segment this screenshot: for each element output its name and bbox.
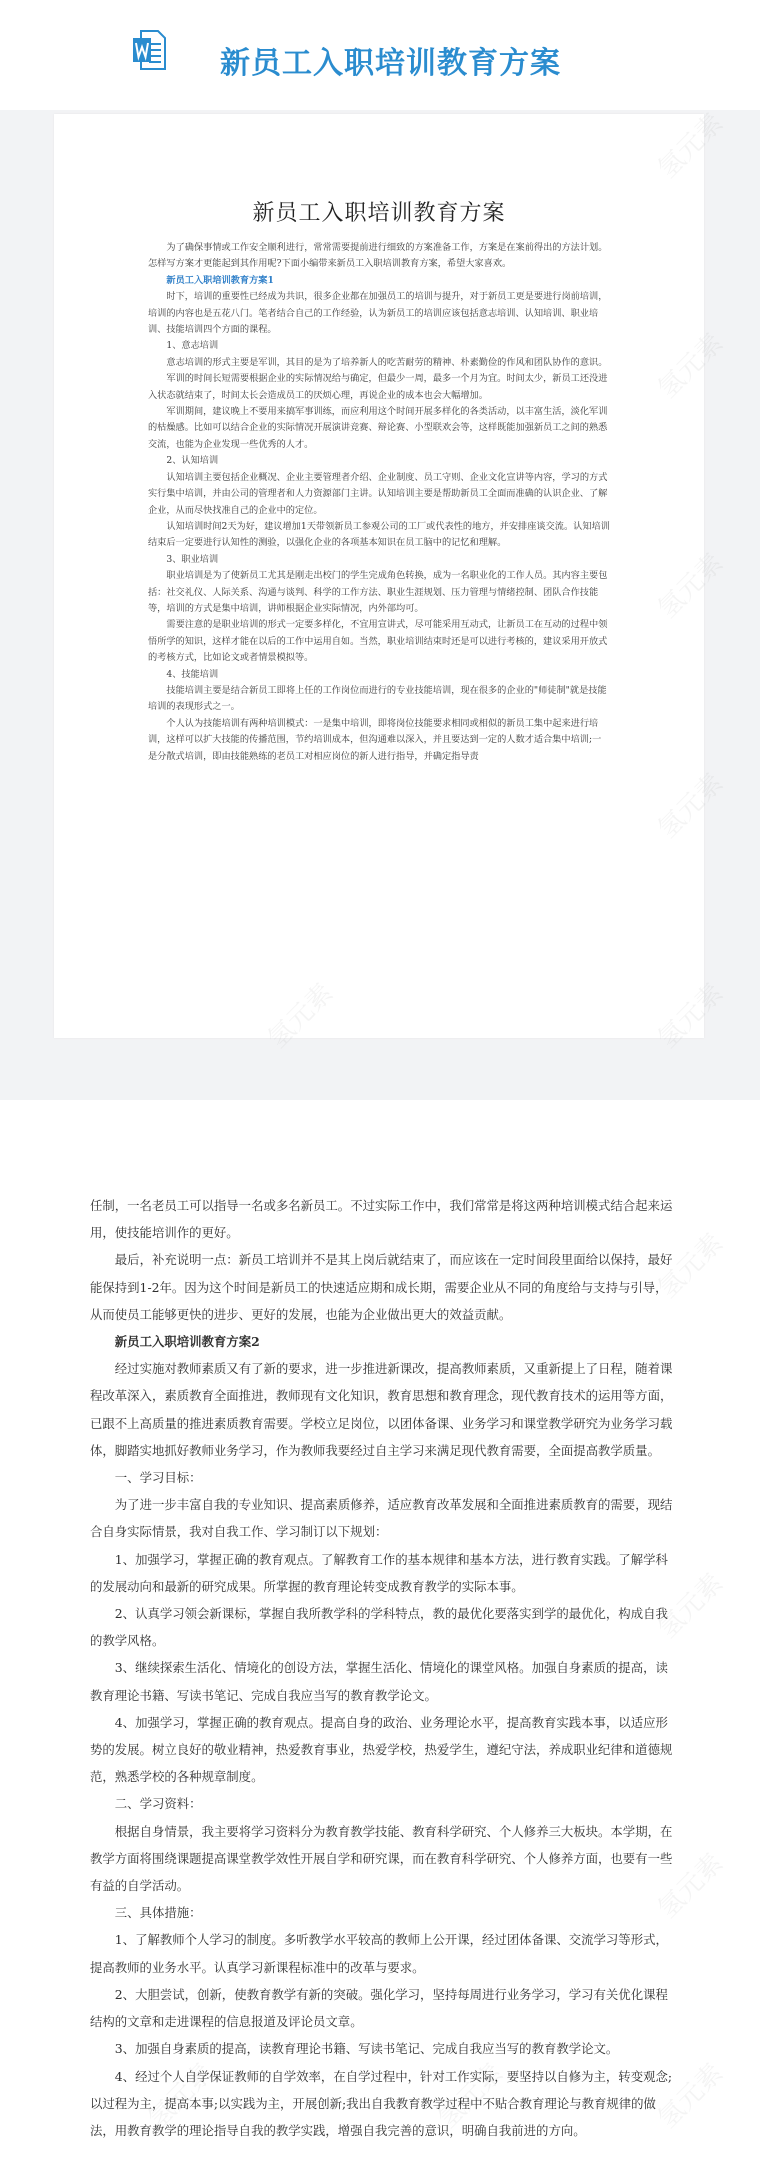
paragraph: 3、继续探索生活化、情境化的创设方法，掌握生活化、情境化的课堂风格。加强自身素质的提高，读教育理论书籍、写读书笔记、完成自我应当写的教育教学论文。: [90, 1660, 668, 1703]
paragraph: 4、加强学习，掌握正确的教育观点。提高自身的政治、业务理论水平，提高教育实践本事，以适应形势的发展。树立良好的敬业精神，热爱教育事业，热爱学校，热爱学生，遵纪守法，养成职业纪律和道德规范，熟悉学校的各种规章制度。: [90, 1714, 673, 1785]
paragraph: 2、大胆尝试，创新，使教育教学有新的突破。强化学习，坚持每周进行业务学习，学习有关优化课程结构的文章和走进课程的信息报道及评论员文章。: [90, 1986, 668, 2030]
word-document-icon: [132, 30, 166, 70]
paragraph: 时下，培训的重要性已经成为共识，很多企业都在加强员工的培训与提升，对于新员工更是要进行岗前培训，培训的内容也是五花八门。笔者结合自己的工作经验，认为新员工的培训应该包括意志培训、认知培训、职业培训、技能培训四个方面的课程。: [148, 291, 608, 336]
paragraph: 最后，补充说明一点：新员工培训并不是其上岗后就结束了，而应该在一定时间段里面给以保持，最好能保持到1-2年。因为这个时间是新员工的快速适应期和成长期，需要企业从不同的角度给与支持与引导，从而使员工能够更快的进步、更好的发展，也能为企业做出更大的效益贡献。: [90, 1252, 673, 1322]
paragraph: 认知培训时间2天为好，建议增加1天带领新员工参观公司的工厂或代表性的地方，并安排座谈交流。认知培训结束后一定要进行认知性的测验，以强化企业的各项基本知识在员工脑中的记忆和理解。: [148, 520, 610, 549]
paragraph: 需要注意的是职业培训的形式一定要多样化，不宜用宣讲式，尽可能采用互动式，让新员工在互动的过程中领悟所学的知识，这样才能在以后的工作中运用自如。当然，职业培训结束时还是可以进行考核的，建议采用开放式的考核方式，比如论文或者情景模拟等。: [148, 619, 608, 664]
paragraph: 2、认真学习领会新课标，掌握自我所教学科的学科特点，教的最优化要落实到学的最优化，构成自我的教学风格。: [90, 1606, 668, 1649]
paragraph: 军训期间，建议晚上不要用来搞军事训练，而应利用这个时间开展多样化的各类活动，以丰富生活，淡化军训的枯燥感。比如可以结合企业的实际情况开展演讲竞赛、辩论赛、小型联欢会等，这样既能加强新员工之间的熟悉交流，也能为企业发现一些优秀的人才。: [148, 406, 608, 450]
subsection-heading: 4、技能培训: [166, 668, 219, 680]
section-heading: 新员工入职培训教育方案1: [166, 274, 274, 286]
paragraph: 个人认为技能培训有两种培训模式：一是集中培训，即将岗位技能要求相同或相似的新员工集中起来进行培训，这样可以扩大技能的传播范围，节约培训成本，但沟通难以深入，并且要达到一定的人数才适合集中培训;一是分散式培训，即由技能熟练的老员工对相应岗位的新人进行指导，并确定指导责: [148, 717, 602, 762]
subsection-heading: 2、认知培训: [166, 455, 219, 467]
page-1-body: [148, 240, 610, 765]
paragraph: 技能培训主要是结合新员工即将上任的工作岗位而进行的专业技能培训，现在很多的企业的"师徒制"就是技能培训的表现形式之一。: [148, 684, 607, 713]
paragraph: 3、加强自身素质的提高，读教育理论书籍、写读书笔记、完成自我应当写的教育教学论文。: [114, 2041, 619, 2057]
paragraph: 经过实施对教师素质又有了新的要求，进一步推进新课改，提高教师素质，又重新提上了日程，随着课程改革深入，素质教育全面推进，教师现有文化知识，教育思想和教育理念，现代教育技术的运用等方面，已跟不上高质量的推进素质教育需要。学校立足岗位，以团体备课、业务学习和课堂教学研究为业务学习载体，脚踏实地抓好教师业务学习，作为教师我要经过自主学习来满足现代教育需要，全面提高教学质量。: [90, 1361, 673, 1458]
document-page-1: [54, 114, 704, 1038]
document-page-2: [0, 1130, 760, 2178]
paragraph: 根据自身情景，我主要将学习资料分为教育教学技能、教育科学研究、个人修养三大板块。本学期，在教学方面将围绕课题提高课堂教学效性开展自学和研究课，而在教育科学研究、个人修养方面，也要有一些有益的自学活动。: [90, 1823, 673, 1894]
section-heading: 新员工入职培训教育方案2: [114, 1334, 260, 1350]
document-title: 新员工入职培训教育方案: [252, 201, 506, 226]
subsection-heading: 3、职业培训: [166, 553, 219, 565]
paragraph: 意志培训的形式主要是军训，其目的是为了培养新人的吃苦耐劳的精神、朴素勤俭的作风和团队协作的意识。: [166, 356, 608, 368]
paragraph: 任制，一名老员工可以指导一名或多名新员工。不过实际工作中，我们常常是将这两种培训模式结合起来运用，使技能培训作的更好。: [90, 1198, 673, 1241]
paragraph: 1、了解教师个人学习的制度。多听教学水平较高的教师上公开课，经过团体备课、交流学习等形式，提高教师的业务水平。认真学习新课程标准中的改革与要求。: [90, 1932, 668, 1975]
paragraph: 为了确保事情或工作安全顺利进行，常常需要提前进行细致的方案准备工作，方案是在案前得出的方法计划。怎样写方案才更能起到其作用呢?下面小编带来新员工入职培训教育方案，希望大家喜欢。: [148, 242, 608, 270]
paragraph: 1、加强学习，掌握正确的教育观点。了解教育工作的基本规律和基本方法，进行教育实践。了解学科的发展动向和最新的研究成果。所掌握的教育理论转变成教育教学的实际本事。: [90, 1551, 668, 1594]
paragraph: 二、学习资料：: [114, 1796, 202, 1812]
paragraph: 为了进一步丰富自我的专业知识、提高素质修养，适应教育改革发展和全面推进素质教育的需要，现结合自身实际情景，我对自我工作、学习制订以下规划：: [90, 1497, 673, 1540]
paragraph: 军训的时间长短需要根据企业的实际情况给与确定，但最少一周，最多一个月为宜。时间太少，新员工还没进入状态就结束了，时间太长会造成员工的厌烦心理，再说企业的成本也会大幅增加。: [148, 373, 608, 401]
page-separator: [0, 1100, 760, 1130]
page-1-background: [0, 110, 760, 1100]
paragraph: 一、学习目标：: [114, 1470, 202, 1486]
paragraph: 职业培训是为了使新员工尤其是刚走出校门的学生完成角色转换，成为一名职业化的工作人员。其内容主要包括：社交礼仪、人际关系、沟通与谈判、科学的工作方法、职业生涯规划、压力管理与情绪控制、团队合作技能等，培训的方式是集中培训，讲师根据企业实际情况，内外部均可。: [148, 570, 608, 614]
header-banner: [0, 0, 760, 110]
paragraph: 认知培训主要包括企业概况、企业主要管理者介绍、企业制度、员工守则、企业文化宣讲等内容，学习的方式实行集中培训，并由公司的管理者和人力资源部门主讲。认知培训主要是帮助新员工全面而准确的认识企业、了解企业，从而尽快找准自己的企业中的定位。: [148, 471, 608, 516]
page-2-body: [90, 1192, 678, 2144]
header-title: 新员工入职培训教育方案: [220, 46, 561, 81]
paragraph: 4、经过个人自学保证教师的自学效率，在自学过程中，针对工作实际，要坚持以自修为主，转变观念;以过程为主，提高本事;以实践为主，开展创新;我出自我教育教学过程中不贴合教育理论与教育规律的做法，用教育教学的理论指导自我的教学实践，增强自我完善的意识，明确自我前进的方向。: [90, 2068, 673, 2138]
subsection-heading: 1、意志培训: [166, 340, 219, 352]
paragraph: 三、具体措施：: [114, 1905, 202, 1921]
